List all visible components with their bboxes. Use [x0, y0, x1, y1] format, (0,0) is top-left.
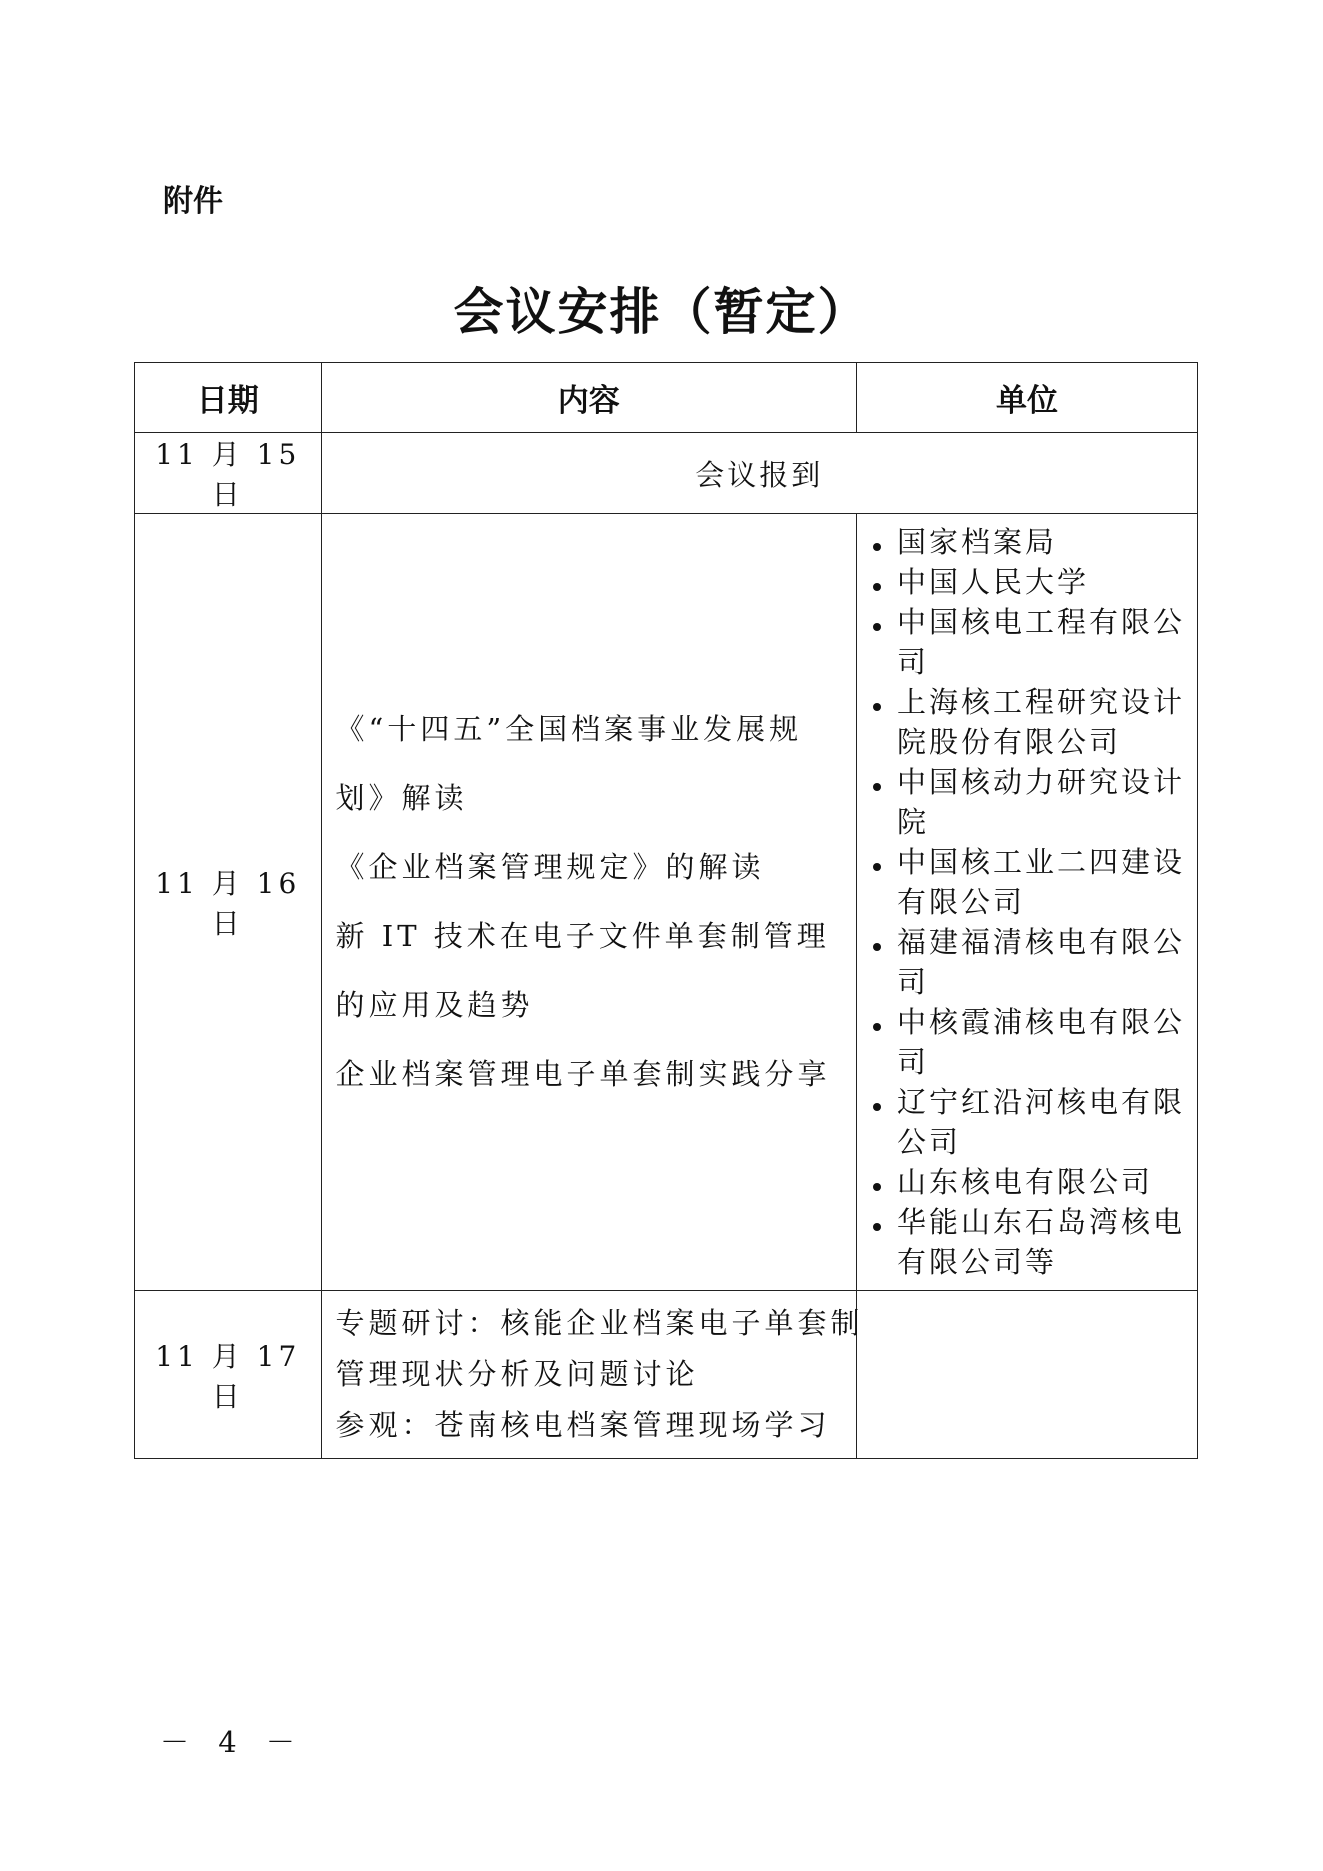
unit-cell: [857, 514, 1198, 1291]
unit-list-item: 中国核动力研究设计院: [867, 762, 1197, 842]
attachment-label: 附件: [163, 184, 223, 219]
unit-list-item: 中核霞浦核电有限公司: [867, 1002, 1197, 1082]
unit-list-item: 山东核电有限公司: [867, 1162, 1197, 1202]
content-line: 新 IT 技术在电子文件单套制管理: [335, 919, 830, 953]
unit-list: [867, 522, 1197, 1282]
content-line: 专题研讨：核能企业档案电子单套制: [335, 1306, 864, 1340]
content-cell: [321, 514, 857, 1291]
content-line: 《企业档案管理规定》的解读: [335, 850, 765, 884]
unit-list-item: 国家档案局: [867, 522, 1197, 562]
content-cell: [321, 1291, 864, 1459]
table-row: [135, 514, 1198, 1291]
content-line: 《“十四五”全国档案事业发展规: [335, 712, 803, 746]
table-row: [135, 433, 1198, 514]
unit-list-item: 中国核工业二四建设有限公司: [867, 842, 1197, 922]
unit-list-item: 中国核电工程有限公司: [867, 602, 1197, 682]
column-header-unit: 单位: [857, 363, 1198, 433]
column-header-content: 内容: [321, 363, 857, 433]
date-cell: 11 月 16 日: [135, 514, 322, 1291]
content-line: 管理现状分析及问题讨论: [335, 1357, 699, 1391]
column-header-date: 日期: [135, 363, 322, 433]
unit-list-item: 上海核工程研究设计院股份有限公司: [867, 682, 1197, 762]
unit-list-item: 辽宁红沿河核电有限公司: [867, 1082, 1197, 1162]
page-title: 会议安排（暂定）: [453, 282, 870, 341]
unit-cell-empty: [857, 1291, 1198, 1459]
date-cell: 11 月 15 日: [135, 433, 322, 514]
table-row: [135, 1291, 1198, 1459]
unit-list-item: 中国人民大学: [867, 562, 1197, 602]
date-cell: 11 月 17 日: [135, 1291, 322, 1459]
content-line: 参观：苍南核电档案管理现场学习: [335, 1408, 831, 1442]
content-line: 划》解读: [335, 781, 468, 815]
unit-list-item: 福建福清核电有限公司: [867, 922, 1197, 1002]
content-line: 企业档案管理电子单套制实践分享: [335, 1057, 831, 1091]
page-number: － 4 －: [160, 1725, 305, 1759]
unit-list-item: 华能山东石岛湾核电有限公司等: [867, 1202, 1197, 1282]
content-line: 的应用及趋势: [335, 988, 534, 1022]
registration-cell: 会议报到: [321, 433, 1197, 514]
schedule-table: [134, 362, 1198, 1459]
table-header-row: [135, 363, 1198, 433]
